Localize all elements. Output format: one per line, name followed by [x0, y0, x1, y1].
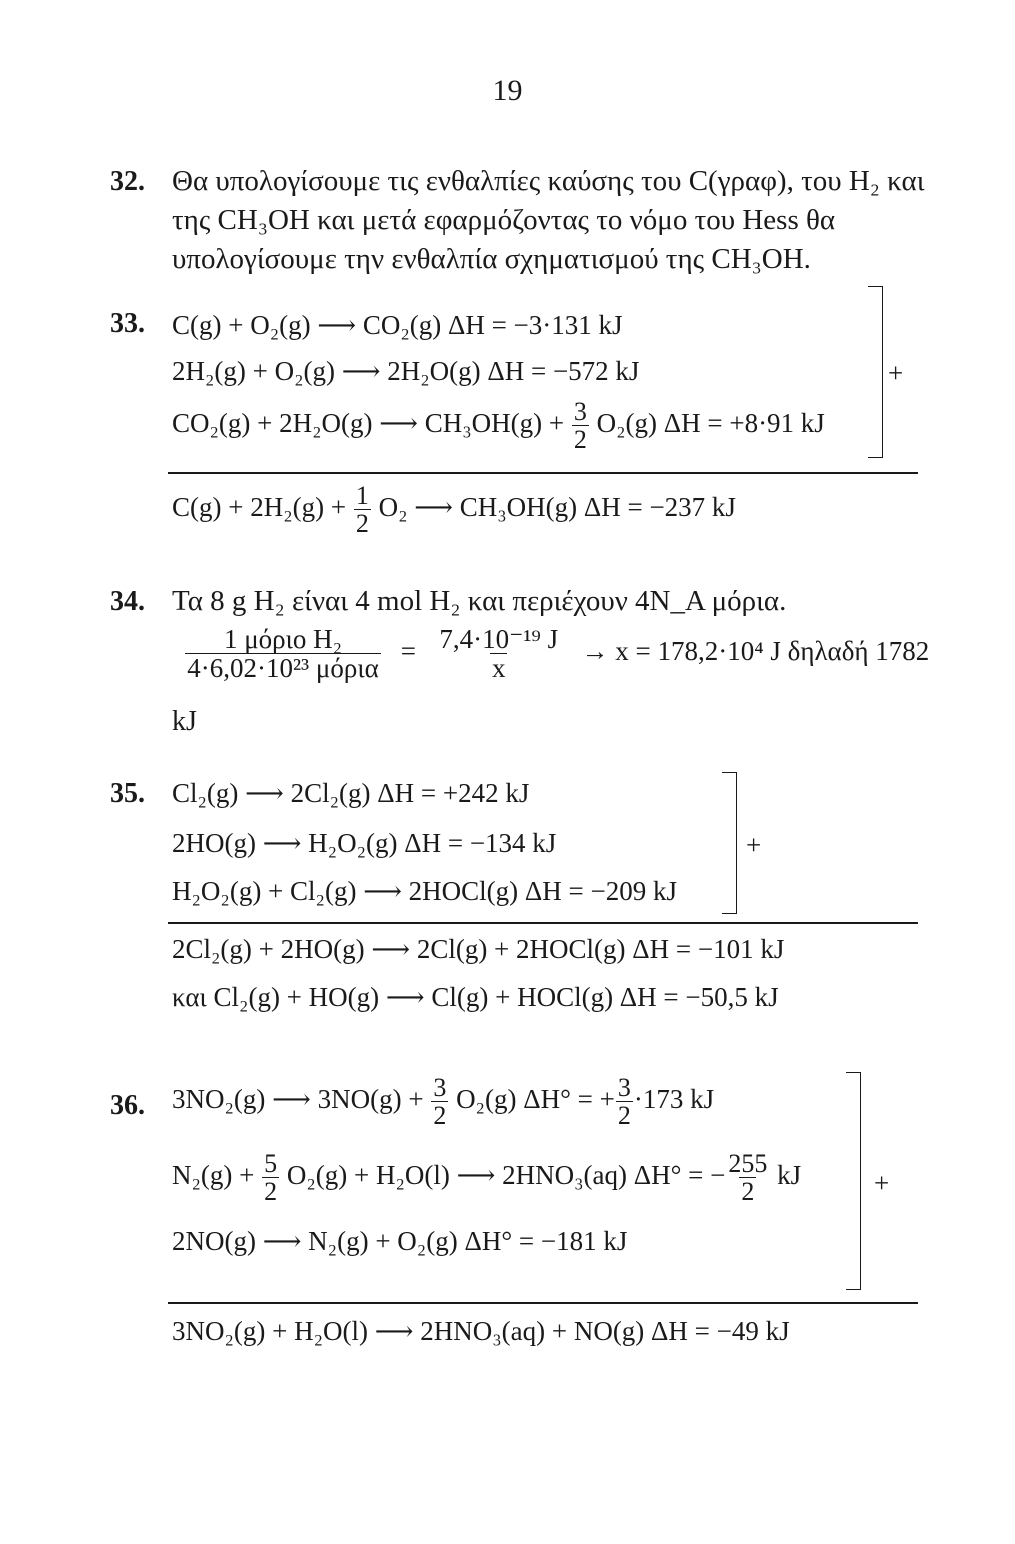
q36-equation-2: N₂(g) + $\frac{5}{2}$ O₂(g) + H₂O(l) ⟶ 2HNO₃(aq) ΔH° = − $\frac{255}{2}$ kJ: [172, 1149, 802, 1207]
q36-equation-1: 3NO₂(g) ⟶ 3NO(g) + $\frac{3}{2}$ O₂(g) ΔH° = + $\frac{3}{2}$ ·173 kJ: [172, 1073, 715, 1131]
fraction: $\frac{1}{2}$: [355, 481, 369, 539]
fraction: $\frac{3}{2}$: [573, 397, 587, 455]
page-number: 19: [492, 74, 523, 107]
q33-equation-1: C(g) + O₂(g) ⟶ CO₂(g) ΔH = −3·131 kJ: [172, 310, 623, 340]
plus-sign: +: [874, 1168, 890, 1198]
q33-equation-2: 2H₂(g) + O₂(g) ⟶ 2H₂O(g) ΔH = −572 kJ: [172, 356, 640, 386]
sum-brace: [846, 1072, 861, 1290]
sum-brace: [868, 286, 883, 458]
q35-equation-2: 2HO(g) ⟶ H₂O₂(g) ΔH = −134 kJ: [172, 828, 557, 858]
question-number-32: 32.: [110, 166, 145, 197]
q36-equation-3: 2NO(g) ⟶ N₂(g) + O₂(g) ΔH° = −181 kJ: [172, 1226, 628, 1256]
sum-brace: [722, 772, 737, 914]
q33-equation-3: CO₂(g) + 2H₂O(g) ⟶ CH₃OH(g) + $\frac{3}{2}$ O₂(g) ΔH = +8·91 kJ: [172, 397, 825, 455]
question-32-text: Θα υπολογίσουμε τις ενθαλπίες καύσης του C(γραφ), του H₂ και της CH₃OH και μετά εφαρμόζοντας το νόμο του Hess θα υπολογίσουμε την ενθαλπία σχηματισμού της CH₃OH.: [172, 165, 925, 275]
question-number-36: 36.: [110, 1090, 145, 1121]
question-number-33: 33.: [110, 308, 145, 339]
q34-proportion: $\frac{\text{1 μόριο H₂}}{\text{4·6,02·10²³ μόρια}}$ = $\frac{\text{7,4·10⁻¹⁹ J}}{x}$ → x = 178,2·10⁴ J δηλαδή 1782: [187, 624, 930, 684]
plus-sign: +: [746, 830, 762, 860]
fraction: $\frac{255}{2}$: [728, 1149, 768, 1207]
fraction: $\frac{3}{2}$: [433, 1073, 447, 1131]
q35-result-1: 2Cl₂(g) + 2HO(g) ⟶ 2Cl(g) + 2HOCl(g) ΔH = −101 kJ: [172, 934, 785, 964]
q35-equation-3: H₂O₂(g) + Cl₂(g) ⟶ 2HOCl(g) ΔH = −209 kJ: [172, 876, 677, 906]
q33-result: C(g) + 2H₂(g) + $\frac{1}{2}$ O₂ ⟶ CH₃OH(g) ΔH = −237 kJ: [172, 481, 736, 539]
sum-line: [168, 1302, 918, 1304]
sum-line: [168, 472, 918, 474]
q34-unit: kJ: [172, 706, 197, 737]
q36-result: 3NO₂(g) + H₂O(l) ⟶ 2HNO₃(aq) + NO(g) ΔH = −49 kJ: [172, 1316, 790, 1346]
question-number-35: 35.: [110, 778, 145, 809]
sum-line: [168, 922, 918, 924]
q35-equation-1: Cl₂(g) ⟶ 2Cl₂(g) ΔH = +242 kJ: [172, 778, 530, 808]
question-34-text: Τα 8 g H₂ είναι 4 mol H₂ και περιέχουν 4N_A μόρια.: [172, 585, 787, 617]
q35-result-2: και Cl₂(g) + HO(g) ⟶ Cl(g) + HOCl(g) ΔH = −50,5 kJ: [172, 982, 779, 1012]
plus-sign: +: [888, 358, 904, 388]
question-number-34: 34.: [110, 586, 145, 617]
fraction: $\frac{3}{2}$: [617, 1073, 631, 1131]
fraction: $\frac{5}{2}$: [264, 1149, 278, 1207]
